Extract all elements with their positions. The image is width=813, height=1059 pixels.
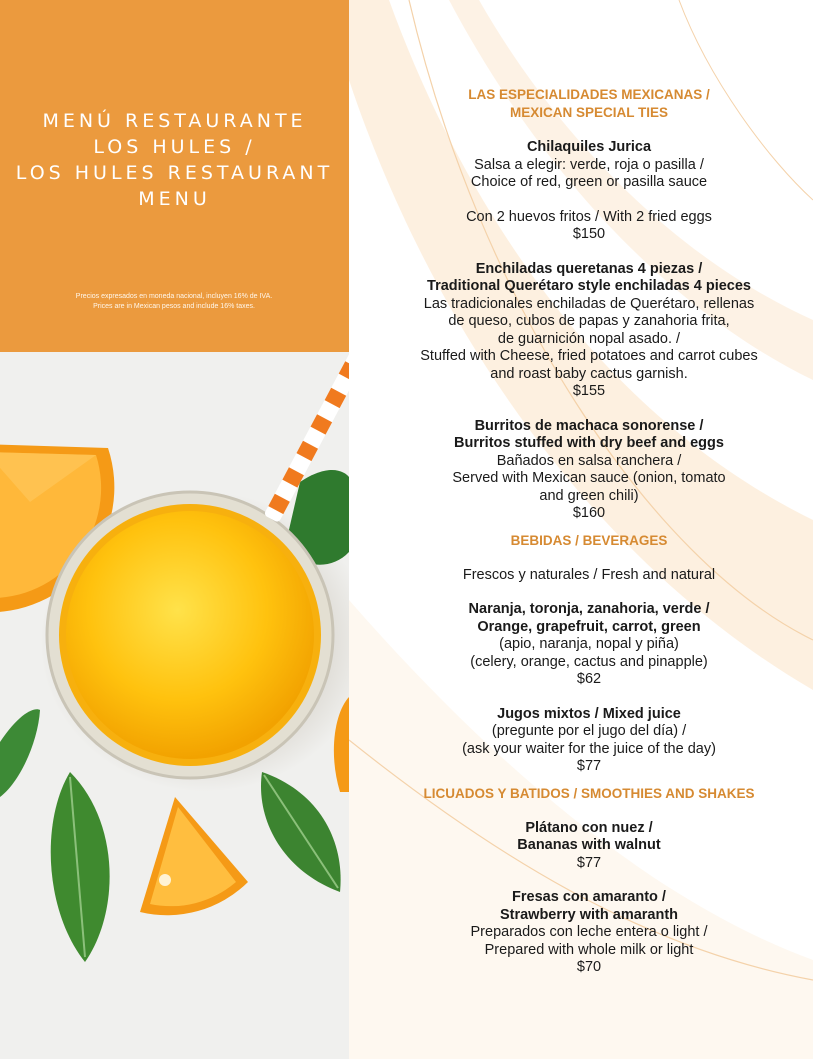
menu-title-line: LOS HULES / [93, 136, 256, 158]
item-name: Fresas con amaranto / [512, 889, 666, 905]
left-column [0, 0, 349, 1059]
item-name: Naranja, toronja, zanahoria, verde / [468, 601, 710, 617]
menu-title [0, 108, 349, 212]
menu-title-line: LOS HULES RESTAURANT [15, 162, 334, 184]
item-desc: de queso, cubos de papas y zanahoria frita, [448, 313, 730, 329]
beverages-intro: Frescos y naturales / Fresh and natural [462, 566, 716, 583]
item-desc: Stuffed with Cheese, fried potatoes and carrot cubes [420, 348, 758, 364]
item-desc: de guarnición nopal asado. / [497, 330, 681, 347]
section-heading-line: LAS ESPECIALIDADES MEXICANAS / [468, 87, 710, 102]
item-name: Traditional Querétaro style enchiladas 4 pieces [427, 278, 751, 294]
price-note [20, 292, 328, 312]
item-desc: Choice of red, green or pasilla sauce [470, 174, 708, 190]
menu-item-burritos [365, 418, 813, 523]
menu-item-fresh-juice [365, 601, 813, 689]
menu-content [365, 86, 813, 977]
menu-item-mixed-juice [365, 706, 813, 776]
item-name: Enchiladas queretanas 4 piezas / [475, 260, 703, 277]
item-price: $62 [576, 671, 602, 687]
item-name: Strawberry with amaranth [499, 906, 679, 923]
item-desc: Prepared with whole milk or light [484, 941, 694, 958]
item-desc: (celery, orange, cactus and pinapple) [470, 653, 708, 670]
item-desc: and green chili) [539, 487, 639, 504]
section-heading-line: LICUADOS Y BATIDOS / SMOOTHIES AND SHAKES [423, 785, 755, 801]
item-name: Bananas with walnut [517, 837, 661, 853]
item-name: Jugos mixtos / Mixed juice [497, 705, 681, 722]
item-desc: Las tradicionales enchiladas de Querétaro, rellenas [423, 295, 755, 312]
item-desc: (ask your waiter for the juice of the day) [462, 740, 716, 757]
item-desc: (pregunte por el jugo del día) / [491, 723, 687, 739]
item-price: $150 [572, 226, 606, 242]
item-name: Plátano con nuez / [525, 819, 653, 836]
price-note-line: Precios expresados en moneda nacional, incluyen 16% de IVA. [75, 293, 273, 300]
juice-glass [47, 492, 333, 778]
menu-title-line: MENU [138, 188, 211, 210]
menu-item-banana [365, 820, 813, 873]
section-heading-line: BEBIDAS / BEVERAGES [510, 532, 668, 548]
item-desc: Bañados en salsa ranchera / [496, 452, 682, 469]
item-price: $160 [572, 505, 606, 521]
item-desc: (apio, naranja, nopal y piña) [499, 636, 679, 652]
item-desc: Preparados con leche entera o light / [470, 924, 708, 940]
item-desc: and roast baby cactus garnish. [490, 365, 688, 382]
item-price: $70 [576, 959, 602, 975]
menu-item-enchiladas [365, 261, 813, 401]
item-price: $155 [572, 383, 606, 399]
item-price: $77 [576, 758, 602, 774]
section-heading-smoothies [365, 785, 813, 803]
title-panel [0, 0, 349, 352]
item-name: Burritos stuffed with dry beef and eggs [454, 435, 724, 451]
orange-juice-illustration [0, 352, 349, 1059]
item-name: Burritos de machaca sonorense / [474, 417, 704, 434]
item-desc: Con 2 huevos fritos / With 2 fried eggs [466, 208, 712, 225]
item-name: Orange, grapefruit, carrot, green [477, 618, 701, 635]
section-heading-beverages [365, 532, 813, 550]
item-name: Chilaquiles Jurica [526, 139, 652, 155]
item-price: $77 [576, 854, 602, 871]
menu-item-chilaquiles [365, 139, 813, 244]
item-desc: Served with Mexican sauce (onion, tomato [452, 470, 726, 486]
section-heading-mexican [365, 86, 813, 122]
menu-title-line: MENÚ RESTAURANTE [42, 110, 307, 132]
menu-item-strawberry [365, 889, 813, 977]
orange-juice-photo [0, 352, 349, 1059]
price-note-line: Prices are in Mexican pesos and include 16% taxes. [93, 303, 255, 310]
section-heading-line: MEXICAN SPECIAL TIES [509, 105, 669, 120]
item-desc: Salsa a elegir: verde, roja o pasilla / [474, 156, 704, 173]
